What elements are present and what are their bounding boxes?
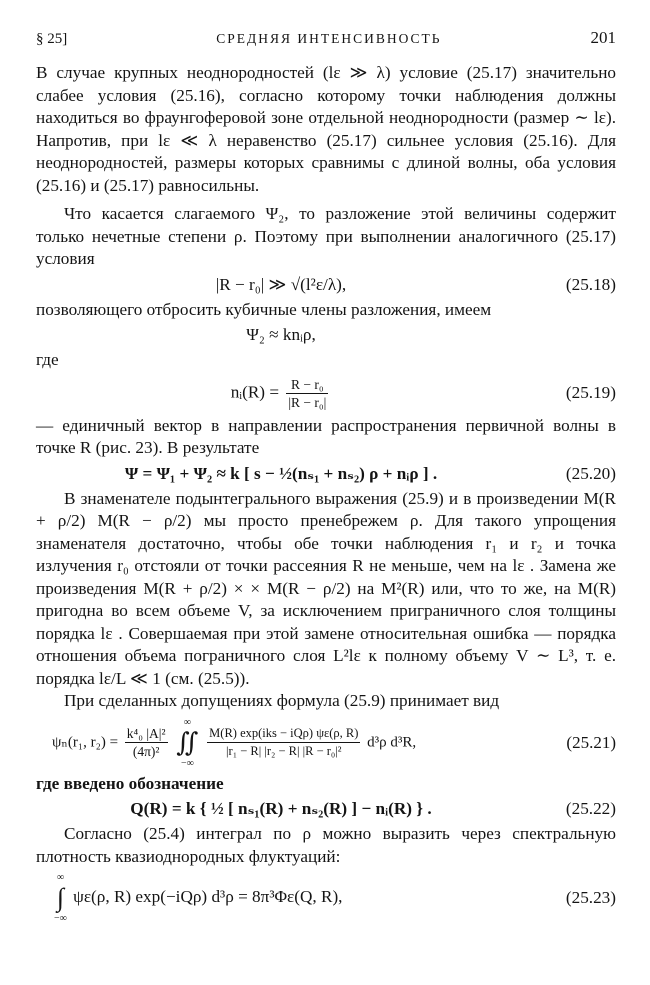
where-label-2: где введено обозначение — [36, 773, 224, 793]
lower-limit: −∞ — [54, 913, 67, 924]
equation-body — [36, 872, 526, 924]
paragraph-2: Что касается слагаемого Ψ₂, то разложение этой величины содержит только нечетные степени ρ. Поэтому при выполнении аналогичного (25.17) условия — [36, 204, 616, 268]
eq19-lhs: nᵢ(R) = — [230, 381, 280, 401]
equation-25-19 — [36, 376, 616, 411]
equation-25-22 — [36, 799, 616, 819]
equation-psi2 — [36, 325, 616, 345]
integral — [54, 872, 67, 924]
equation-number: (25.18) — [565, 274, 616, 294]
eq19-fraction — [286, 376, 328, 411]
integral-sign: ∫ — [56, 883, 64, 912]
paragraph-5: В знаменателе подынтегрального выражения (25.9) и в произведении M(R + ρ/2) M(R − ρ/2) мы просто пренебрежем ρ. Для такого упрощения знаменателя достаточно, чтобы обе точки наблюдения r₁ и r₂ и точка излучения r₀ отстояли от точки рассеяния R не меньше, чем на lε . Замена же произведения M(R + ρ/2) × × M(R − ρ/2) на M²(R) или, что то же, на M(R) пригодна во всем объеме V, за исключением приграничного слоя толщины порядка lε . Совершаемая при этой замене относительная ошибка — порядка отношения объема пограничного слоя L²lε к полному объему V ∼ L³, т. е. порядка lε/L ≪ 1 (см. (25.5)). — [36, 488, 616, 688]
eq19-numerator: R − r₀ — [286, 376, 328, 394]
equation-25-21 — [36, 717, 616, 769]
upper-limit: ∞ — [56, 872, 64, 883]
eq21-integrand-numerator: M(R) exp(iks − iQρ) ψε(ρ, R) — [207, 725, 360, 743]
paragraph-1: В случае крупных неоднородностей (lε ≫ λ) условие (25.17) значительно слабее условия (25.16), согласно которому точки наблюдения должны находиться во фраунгоферовой зоне отдельной неоднородности (размер ∼ lε). Напротив, при lε ≪ λ неравенство (25.17) сильнее условия (25.16). Для неоднородностей, размеры которых сравнимы с длиной волны, оба условия (25.16) и (25.17) равносильны. — [36, 63, 616, 195]
eq21-coef-denominator: (4π)² — [132, 744, 160, 759]
equation-number: (25.23) — [565, 888, 616, 907]
section-mark: § 25] — [36, 31, 68, 47]
equation-number: (25.20) — [565, 463, 616, 483]
equation-number: (25.22) — [565, 799, 616, 818]
equation-body: Ψ₂ ≈ knᵢρ, — [246, 325, 316, 344]
paragraph-6: При сделанных допущениях формула (25.9) принимает вид — [64, 691, 500, 710]
paragraph-7: Согласно (25.4) интеграл по ρ можно выразить через спектральную плотность квазиоднородных флуктуаций: — [36, 824, 616, 866]
equation-25-20 — [36, 464, 616, 484]
running-title: СРЕДНЯЯ ИНТЕНСИВНОСТЬ — [216, 31, 442, 46]
paragraph-3: позволяющего отбросить кубичные члены разложения, имеем — [36, 299, 492, 319]
equation-body — [36, 376, 526, 411]
eq19-denominator: |R − r₀| — [288, 394, 327, 410]
eq21-lhs: ψₙ(r₁, r₂) = — [52, 733, 119, 750]
eq21-coefficient — [125, 725, 168, 760]
equation-25-23 — [36, 872, 616, 924]
equation-body: |R − r₀| ≫ √(l²ε/λ), — [215, 274, 347, 294]
equation-number: (25.19) — [565, 383, 616, 402]
integral-sign: ∬ — [176, 727, 199, 757]
eq21-integrand — [207, 725, 360, 760]
running-header — [36, 28, 616, 48]
eq21-coef-numerator: k⁴₀ |A|² — [126, 726, 166, 741]
lower-limit: −∞ — [180, 757, 194, 769]
page-number: 201 — [590, 28, 616, 47]
eq23-expression: ψε(ρ, R) exp(−iQρ) d³ρ = 8π³Φε(Q, R), — [73, 886, 343, 906]
equation-body: Ψ = Ψ₁ + Ψ₂ ≈ k [ s − ½(nₛ₁ + nₛ₂) ρ + nᵢρ ] . — [124, 463, 438, 483]
paragraph-4: — единичный вектор в направлении распространения первичной волны в точке R (рис. 23). В результате — [36, 415, 616, 457]
double-integral — [176, 717, 198, 769]
equation-body — [36, 717, 546, 769]
where-label: где — [36, 350, 59, 369]
equation-number: (25.21) — [566, 732, 616, 752]
eq21-integrand-denominator: |r₁ − R| |r₂ − R| |R − r₀|² — [226, 744, 342, 758]
equation-body: Q(R) = k { ½ [ nₛ₁(R) + nₛ₂(R) ] − nᵢ(R) } . — [130, 799, 432, 818]
equation-25-18 — [36, 275, 616, 295]
eq21-differentials: d³ρ d³R, — [367, 733, 417, 750]
upper-limit: ∞ — [183, 716, 191, 728]
